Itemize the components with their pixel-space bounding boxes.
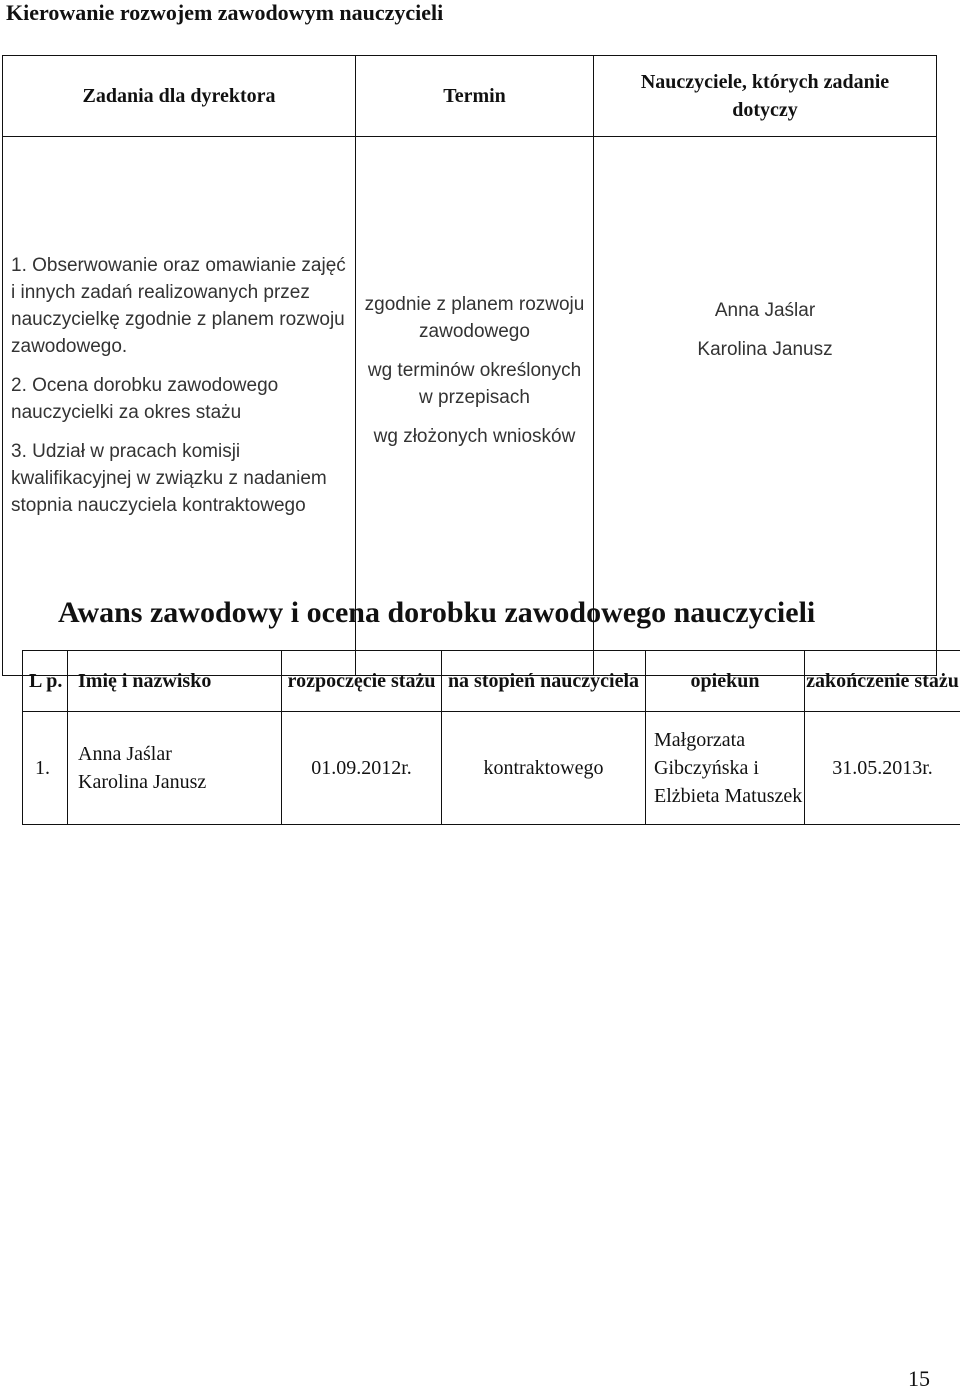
cell-name-1: Anna Jaślar	[78, 740, 281, 768]
tasks-table	[2, 55, 937, 676]
task-item-2: 2. Ocena dorobku zawodowego nauczycielki za okres stażu	[11, 372, 347, 426]
header-lp: L p.	[23, 651, 68, 712]
termin-item-1: zgodnie z planem rozwoju zawodowego	[362, 291, 587, 345]
page-number: 15	[908, 1366, 930, 1392]
header-teachers: Nauczyciele, których zadanie dotyczy	[594, 56, 937, 137]
teacher-name-1: Anna Jaślar	[594, 297, 936, 324]
task-item-1: 1. Obserwowanie oraz omawianie zajęć i innych zadań realizowanych przez nauczycielkę zgodnie z planem rozwoju zawodowego.	[11, 252, 347, 360]
cell-start: 01.09.2012r.	[282, 712, 442, 825]
section-title: Awans zawodowy i ocena dorobku zawodowego nauczycieli	[58, 593, 815, 633]
awans-table	[22, 650, 960, 825]
page-title: Kierowanie rozwojem zawodowym nauczycieli	[6, 0, 443, 26]
header-tutor: opiekun	[646, 651, 805, 712]
teacher-name-2: Karolina Janusz	[594, 336, 936, 363]
header-end: zakończenie stażu	[805, 651, 960, 712]
cell-degree: kontraktowego	[442, 712, 646, 825]
termin-item-3: wg złożonych wniosków	[362, 423, 587, 450]
tasks-table-header-row	[3, 56, 937, 137]
table-row	[23, 712, 960, 825]
cell-tutor-1: Małgorzata Gibczyńska i	[654, 726, 804, 782]
header-name: Imię i nazwisko	[68, 651, 282, 712]
header-termin: Termin	[356, 56, 594, 137]
header-degree: na stopień nauczyciela	[442, 651, 646, 712]
header-tasks: Zadania dla dyrektora	[3, 56, 356, 137]
cell-tutor-2: Elżbieta Matuszek	[654, 782, 804, 810]
task-item-3: 3. Udział w pracach komisji kwalifikacyjnej w związku z nadaniem stopnia nauczyciela kontraktowego	[11, 438, 347, 519]
cell-names	[68, 712, 282, 825]
cell-lp: 1.	[23, 712, 68, 825]
cell-tutors	[646, 712, 805, 825]
cell-name-2: Karolina Janusz	[78, 768, 281, 796]
cell-end: 31.05.2013r.	[805, 712, 960, 825]
header-start: rozpoczęcie stażu	[282, 651, 442, 712]
termin-item-2: wg terminów określonych w przepisach	[362, 357, 587, 411]
awans-table-header-row	[23, 651, 960, 712]
